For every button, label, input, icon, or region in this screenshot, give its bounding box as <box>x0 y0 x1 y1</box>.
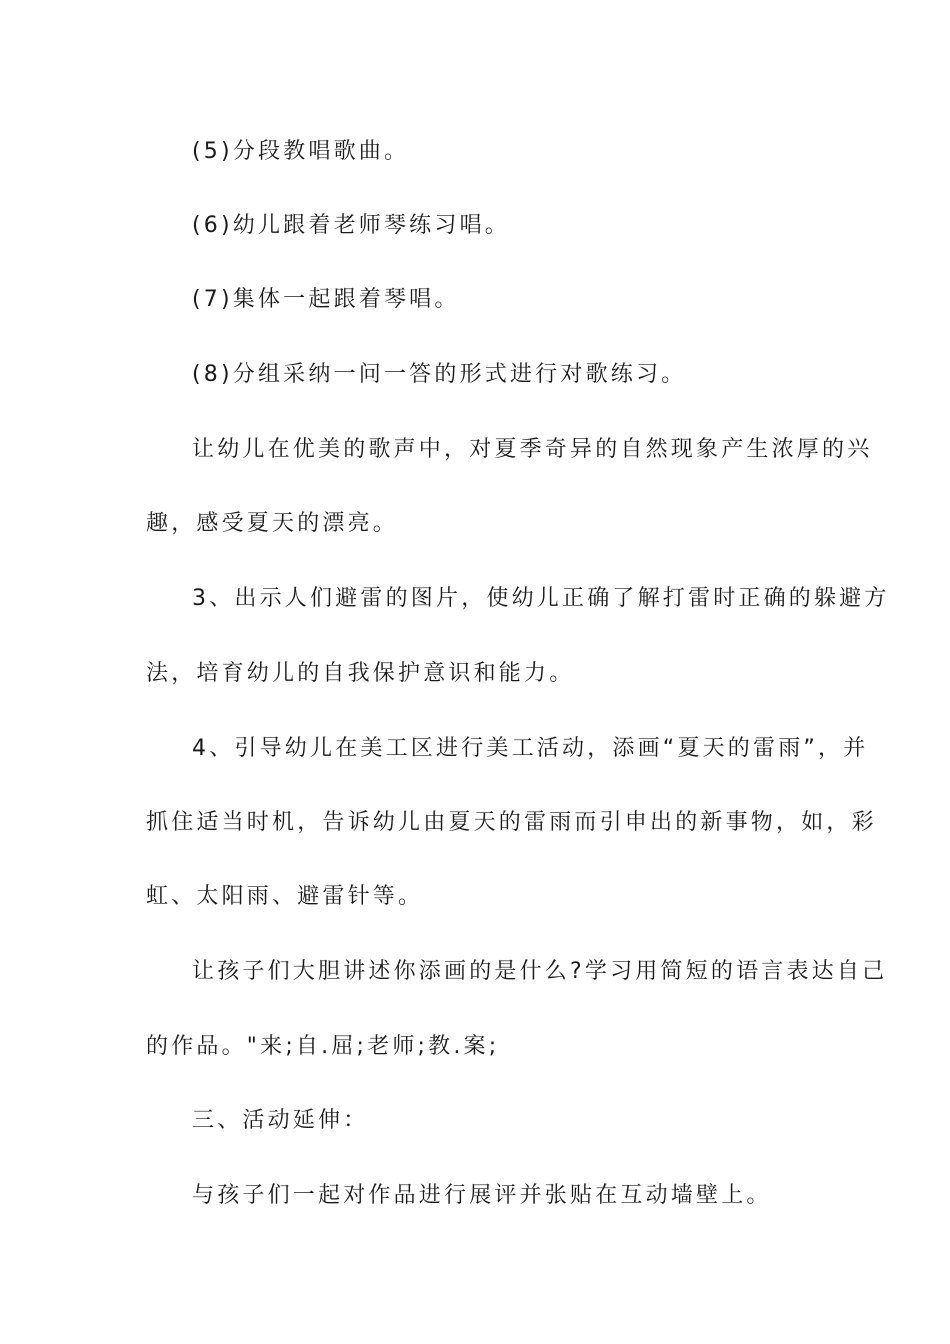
paragraph-line: 与孩子们一起对作品进行展评并张贴在互动墙壁上。 <box>192 1183 772 1208</box>
paragraph-line: 法，培育幼儿的自我保护意识和能力。 <box>146 661 575 686</box>
section-heading: 三、活动延伸： <box>192 1108 369 1133</box>
paragraph-line: 4、引导幼儿在美工区进行美工活动，添画“夏天的雷雨”，并 <box>192 736 869 761</box>
step-8-text: (8)分组采纳一问一答的形式进行对歌练习。 <box>192 362 687 387</box>
paragraph-line: 虹、太阳雨、避雷针等。 <box>146 884 424 909</box>
paragraph-line: 趣，感受夏天的漂亮。 <box>146 511 399 536</box>
step-5-text: (5)分段教唱歌曲。 <box>192 139 410 164</box>
paragraph-line: 让孩子们大胆讲述你添画的是什么?学习用简短的语言表达自己 <box>192 959 888 984</box>
paragraph-line: 3、出示人们避雷的图片，使幼儿正确了解打雷时正确的躲避方 <box>192 586 890 611</box>
paragraph-line: 的作品。"来;自.屈;老师;教.案; <box>146 1034 500 1059</box>
step-6-text: (6)幼儿跟着老师琴练习唱。 <box>192 213 510 238</box>
paragraph-line: 让幼儿在优美的歌声中，对夏季奇异的自然现象产生浓厚的兴 <box>192 437 873 462</box>
step-7-text: (7)集体一起跟着琴唱。 <box>192 287 460 312</box>
paragraph-line: 抓住适当时机，告诉幼儿由夏天的雷雨而引申出的新事物，如，彩 <box>146 810 877 835</box>
